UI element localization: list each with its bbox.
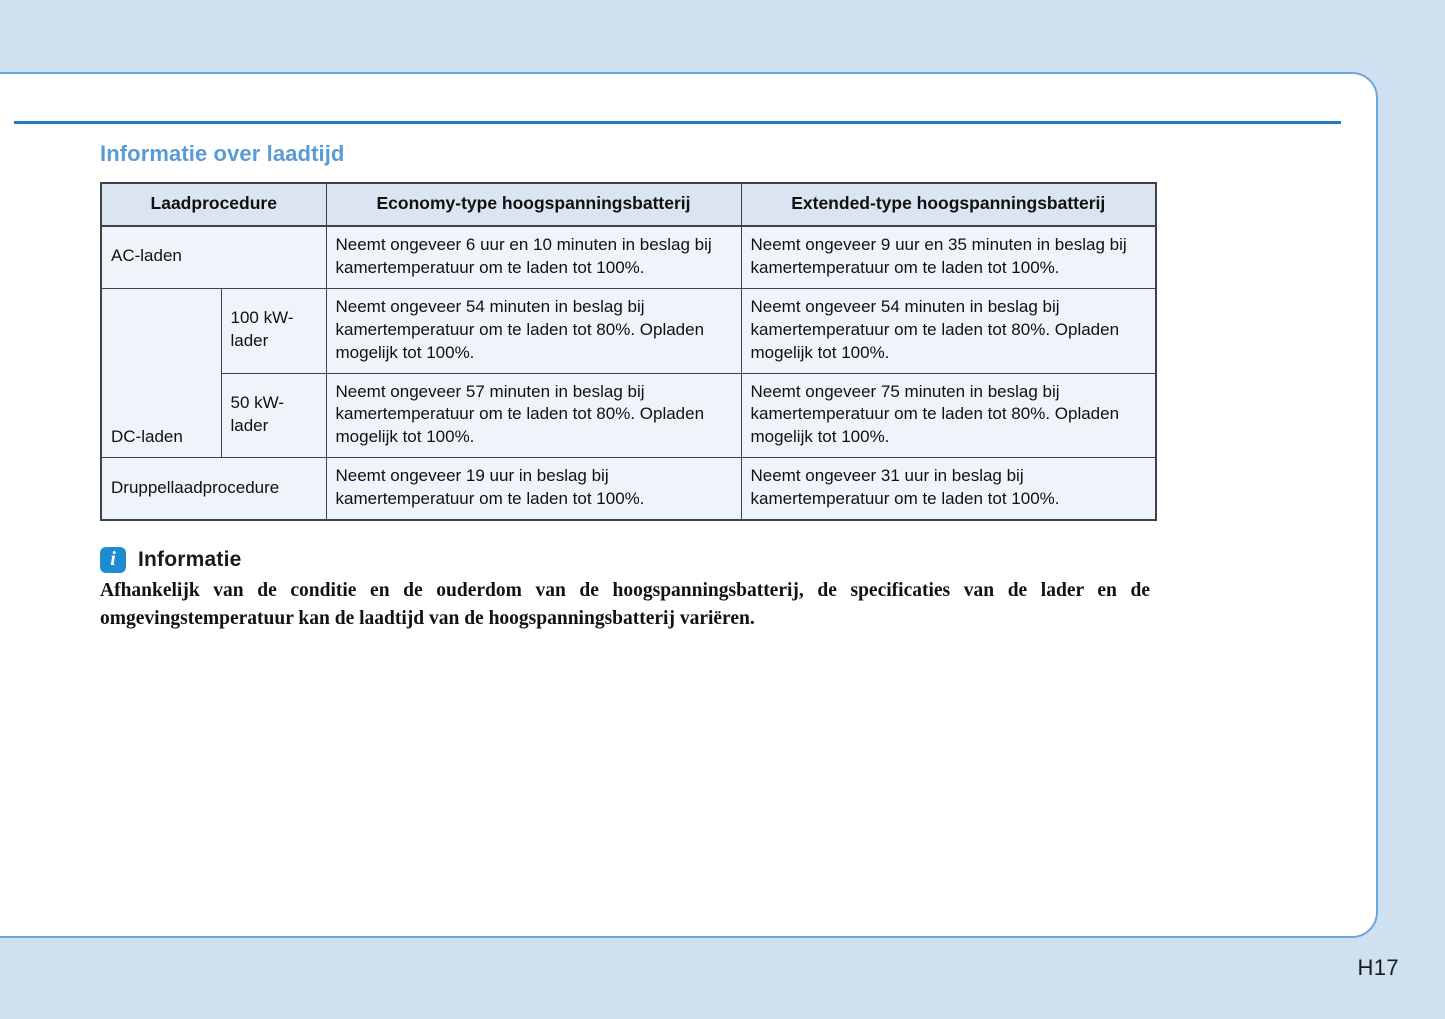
table-body (101, 226, 1156, 520)
table-header (101, 183, 1156, 226)
note-header (100, 547, 1150, 573)
table-header-row (101, 183, 1156, 226)
cell-dc50-extended: Neemt ongeveer 75 minuten in beslag bij kamertemperatuur om te laden tot 80%. Opladen mogelijk tot 100%. (741, 373, 1156, 458)
header-rule (14, 121, 1341, 124)
table-row (101, 226, 1156, 288)
information-note (100, 547, 1150, 632)
table-row (101, 288, 1156, 373)
page-card (0, 72, 1378, 938)
cell-dc50-economy: Neemt ongeveer 57 minuten in beslag bij kamertemperatuur om te laden tot 80%. Opladen mogelijk tot 100%. (326, 373, 741, 458)
note-title: Informatie (138, 548, 242, 572)
row-sublabel-50kw: 50 kW-lader (221, 373, 326, 458)
cell-ac-economy: Neemt ongeveer 6 uur en 10 minuten in beslag bij kamertemperatuur om te laden tot 100%. (326, 226, 741, 288)
page-number: H17 (1357, 955, 1399, 980)
note-body: Afhankelijk van de conditie en de ouderdom van de hoogspanningsbatterij, de specificaties van de lader en de omgevingstemperatuur kan de laadtijd van de hoogspanningsbatterij variëren. (100, 580, 1150, 629)
column-header-economy: Economy-type hoogspanningsbatterij (326, 183, 741, 226)
page-title: Informatie over laadtijd (100, 141, 345, 166)
cell-trickle-extended: Neemt ongeveer 31 uur in beslag bij kamertemperatuur om te laden tot 100%. (741, 458, 1156, 520)
charging-time-table (100, 182, 1157, 521)
cell-ac-extended: Neemt ongeveer 9 uur en 35 minuten in beslag bij kamertemperatuur om te laden tot 100%. (741, 226, 1156, 288)
info-icon (100, 547, 126, 573)
page-content (100, 142, 1165, 633)
table-row (101, 373, 1156, 458)
row-label-dc-laden: DC-laden (101, 288, 221, 458)
row-label-ac-laden: AC-laden (101, 226, 326, 288)
info-icon-glyph: i (110, 548, 116, 571)
cell-dc100-extended: Neemt ongeveer 54 minuten in beslag bij kamertemperatuur om te laden tot 80%. Opladen mogelijk tot 100%. (741, 288, 1156, 373)
cell-trickle-economy: Neemt ongeveer 19 uur in beslag bij kamertemperatuur om te laden tot 100%. (326, 458, 741, 520)
row-label-druppellaadprocedure: Druppellaadprocedure (101, 458, 326, 520)
row-sublabel-100kw: 100 kW-lader (221, 288, 326, 373)
column-header-extended: Extended-type hoogspanningsbatterij (741, 183, 1156, 226)
column-header-procedure: Laadprocedure (101, 183, 326, 226)
cell-dc100-economy: Neemt ongeveer 54 minuten in beslag bij kamertemperatuur om te laden tot 80%. Opladen mogelijk tot 100%. (326, 288, 741, 373)
table-row (101, 458, 1156, 520)
